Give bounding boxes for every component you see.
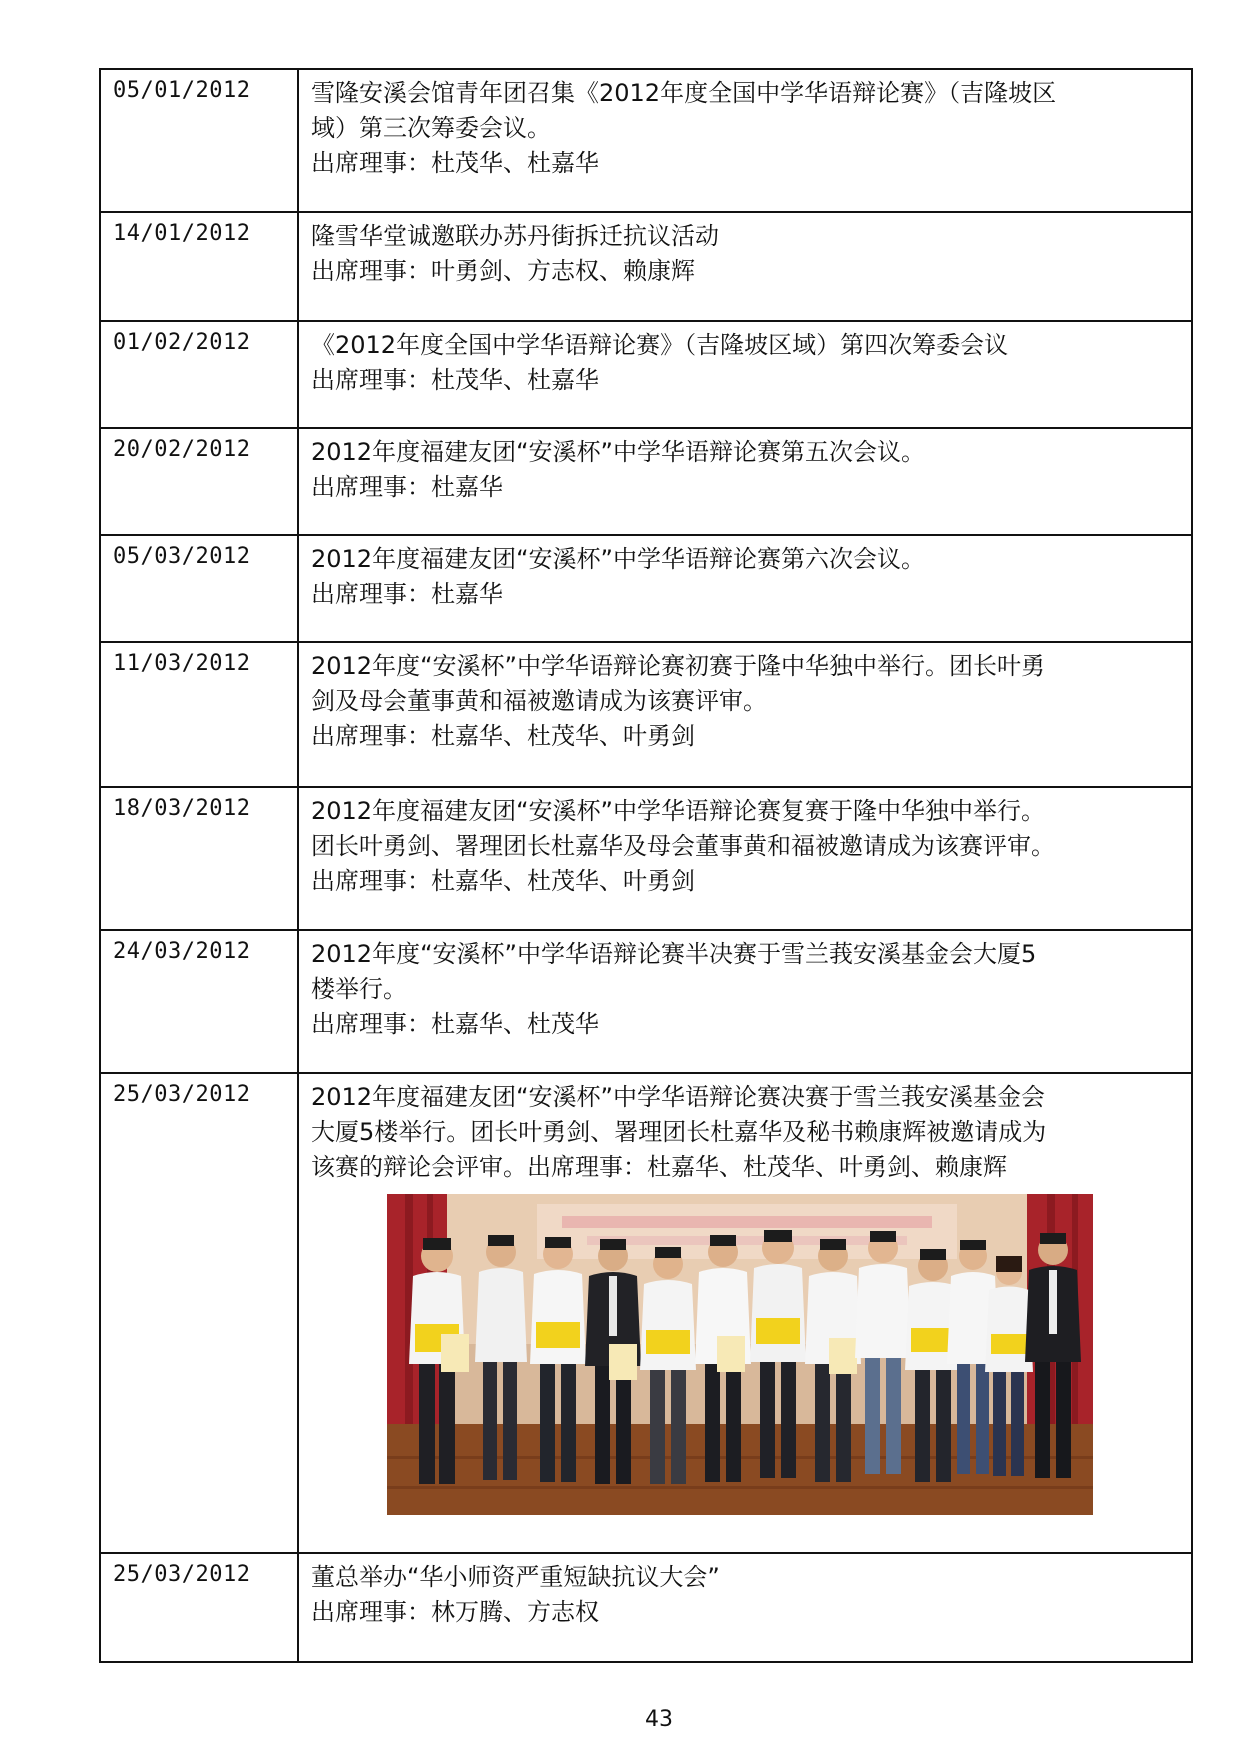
date-cell: 14/01/2012 bbox=[100, 212, 298, 321]
content-line: 2012年度福建友团“安溪杯”中学华语辩论赛决赛于雪兰莪安溪基金会 bbox=[311, 1083, 1045, 1111]
content-line: 出席理事：杜嘉华、杜茂华、叶勇剑 bbox=[311, 867, 695, 895]
content-cell bbox=[298, 321, 1192, 428]
content-line: 2012年度“安溪杯”中学华语辩论赛半决赛于雪兰莪安溪基金会大厦5 bbox=[311, 940, 1037, 968]
content-line: 楼举行。 bbox=[311, 975, 407, 1003]
date-cell: 11/03/2012 bbox=[100, 642, 298, 787]
content-line: 《2012年度全国中学华语辩论赛》（吉隆坡区域）第四次筹委会议 bbox=[311, 331, 1009, 359]
content-line: 2012年度福建友团“安溪杯”中学华语辩论赛第五次会议。 bbox=[311, 438, 925, 466]
content-line: 出席理事：叶勇剑、方志权、赖康辉 bbox=[311, 257, 695, 285]
content-cell bbox=[298, 1073, 1192, 1553]
content-cell bbox=[298, 930, 1192, 1073]
date-cell: 25/03/2012 bbox=[100, 1553, 298, 1662]
table-row bbox=[100, 930, 1192, 1073]
date-cell: 24/03/2012 bbox=[100, 930, 298, 1073]
content-cell bbox=[298, 212, 1192, 321]
content-cell bbox=[298, 69, 1192, 212]
date-cell: 25/03/2012 bbox=[100, 1073, 298, 1553]
content-cell bbox=[298, 787, 1192, 930]
content-line: 出席理事：杜嘉华 bbox=[311, 473, 503, 501]
content-line: 剑及母会董事黄和福被邀请成为该赛评审。 bbox=[311, 687, 767, 715]
content-line: 该赛的辩论会评审。出席理事：杜嘉华、杜茂华、叶勇剑、赖康辉 bbox=[311, 1153, 1007, 1181]
content-line: 团长叶勇剑、署理团长杜嘉华及母会董事黄和福被邀请成为该赛评审。 bbox=[311, 832, 1055, 860]
content-line: 隆雪华堂诚邀联办苏丹街拆迁抗议活动 bbox=[311, 222, 719, 250]
date-cell: 05/03/2012 bbox=[100, 535, 298, 642]
content-cell bbox=[298, 1553, 1192, 1662]
group-photo-image bbox=[387, 1194, 1093, 1515]
table-row bbox=[100, 69, 1192, 212]
content-line: 2012年度“安溪杯”中学华语辩论赛初赛于隆中华独中举行。团长叶勇 bbox=[311, 652, 1045, 680]
content-line: 大厦5楼举行。团长叶勇剑、署理团长杜嘉华及秘书赖康辉被邀请成为 bbox=[311, 1118, 1047, 1146]
content-line: 出席理事：杜嘉华 bbox=[311, 580, 503, 608]
table-row bbox=[100, 787, 1192, 930]
table-row bbox=[100, 642, 1192, 787]
content-line: 出席理事：林万腾、方志权 bbox=[311, 1598, 599, 1626]
content-line: 出席理事：杜茂华、杜嘉华 bbox=[311, 149, 599, 177]
group-photo bbox=[387, 1194, 1093, 1515]
content-line: 出席理事：杜嘉华、杜茂华、叶勇剑 bbox=[311, 722, 695, 750]
date-cell: 20/02/2012 bbox=[100, 428, 298, 535]
content-line: 域）第三次筹委会议。 bbox=[311, 114, 551, 142]
content-line: 董总举办“华小师资严重短缺抗议大会” bbox=[311, 1563, 720, 1591]
date-cell: 18/03/2012 bbox=[100, 787, 298, 930]
content-line: 出席理事：杜嘉华、杜茂华 bbox=[311, 1010, 599, 1038]
content-cell bbox=[298, 428, 1192, 535]
date-cell: 05/01/2012 bbox=[100, 69, 298, 212]
table-row bbox=[100, 428, 1192, 535]
page-number: 43 bbox=[645, 1707, 673, 1732]
table-row bbox=[100, 1553, 1192, 1662]
content-line: 雪隆安溪会馆青年团召集《2012年度全国中学华语辩论赛》（吉隆坡区 bbox=[311, 79, 1057, 107]
date-cell: 01/02/2012 bbox=[100, 321, 298, 428]
table-row bbox=[100, 1073, 1192, 1553]
content-line: 2012年度福建友团“安溪杯”中学华语辩论赛第六次会议。 bbox=[311, 545, 925, 573]
table-row bbox=[100, 321, 1192, 428]
content-line: 2012年度福建友团“安溪杯”中学华语辩论赛复赛于隆中华独中举行。 bbox=[311, 797, 1045, 825]
content-line: 出席理事：杜茂华、杜嘉华 bbox=[311, 366, 599, 394]
table-row bbox=[100, 212, 1192, 321]
content-cell bbox=[298, 535, 1192, 642]
content-cell bbox=[298, 642, 1192, 787]
activity-log-table bbox=[99, 68, 1193, 1663]
table-row bbox=[100, 535, 1192, 642]
